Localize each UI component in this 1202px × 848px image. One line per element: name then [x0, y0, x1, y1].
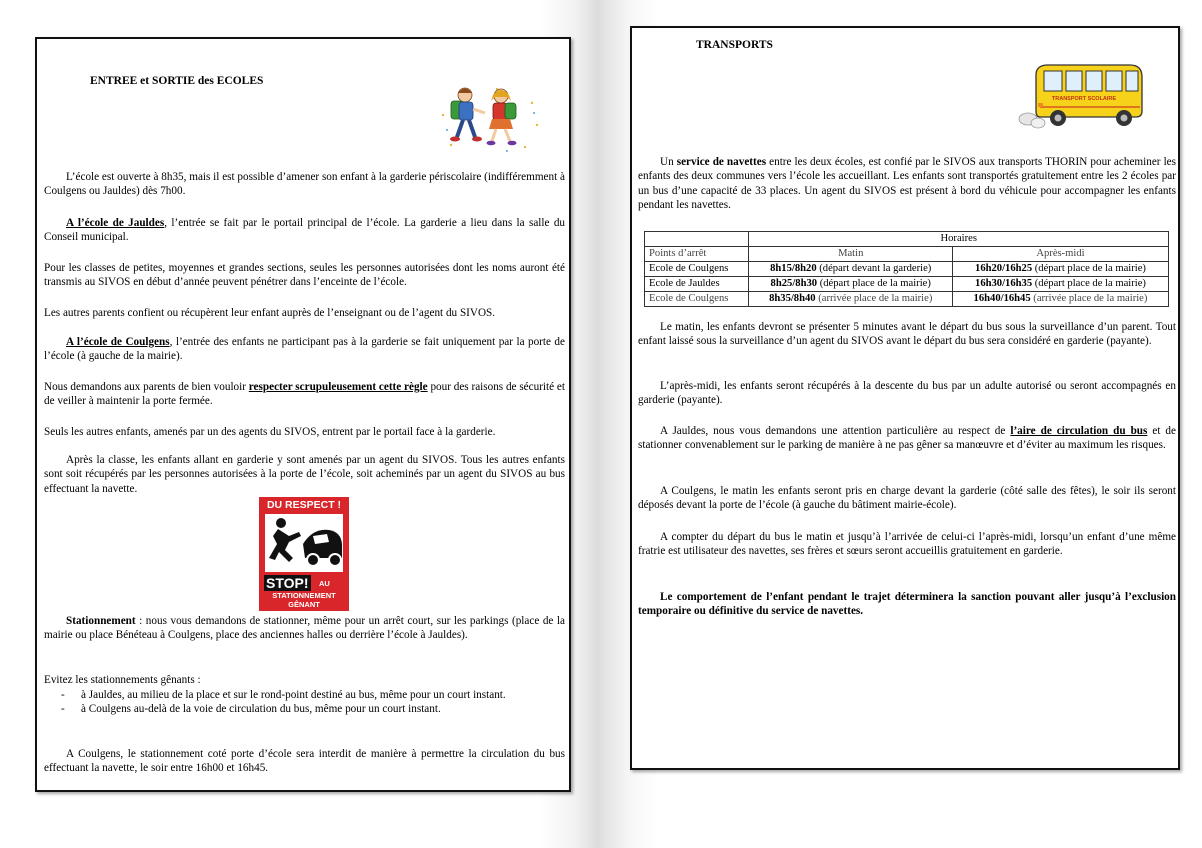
column-header: Après-midi: [952, 247, 1168, 262]
pm-time: 16h30/16h35: [975, 278, 1033, 289]
right-page-title: TRANSPORTS: [696, 39, 773, 51]
jauldes-bus-text-b: et de stationner convenablement sur le parking de manière à ne pas gêner sa manœuvre et d’éviter au maximum les risques.: [638, 425, 1176, 452]
pm-note: (départ place de la mairie): [1032, 278, 1146, 289]
rule-emphasis: respecter scrupuleusement cette règle: [248, 381, 428, 393]
table-cell: [952, 292, 1168, 307]
table-header: Horaires: [749, 232, 1169, 247]
sign-stop-text: STOP!: [266, 575, 309, 591]
table-cell: [952, 262, 1168, 277]
left-page: [35, 37, 571, 792]
table-corner-cell: [645, 232, 749, 247]
sign-bottom-text: [259, 591, 349, 609]
school-bus-illustration: [1018, 61, 1146, 131]
after-class-paragraph: Après la classe, les enfants allant en garderie y sont amenés par un agent du SIVOS. Tous les autres enfants sont soit récupérés par les personnes autorisées à la porte de l’école, soit acheminés par un agent du SIVOS au bus effectuant la navette.: [44, 454, 565, 495]
column-header: Points d’arrêt: [645, 247, 749, 262]
table-cell: [749, 277, 953, 292]
coulgens-heading: A l’école de Coulgens: [66, 336, 170, 348]
table-row: [645, 262, 1169, 277]
table-row: [645, 277, 1169, 292]
pm-note: (arrivée place de la mairie): [1030, 293, 1148, 304]
coulgens-entry-text: , l’entrée des enfants ne participant pas à la garderie se fait uniquement par la porte de l’école (à gauche de la mairie).: [44, 336, 565, 363]
am-time: 8h35/8h40: [769, 293, 816, 304]
avoid-parking-list: [44, 688, 565, 717]
parking-heading: Stationnement: [66, 615, 136, 627]
jauldes-bus-paragraph: [638, 424, 1176, 453]
other-children-paragraph: Seuls les autres enfants, amenés par un des agents du SIVOS, entrent par le portail face à la garderie.: [44, 426, 496, 438]
siblings-paragraph: A compter du départ du bus le matin et jusqu’à l’arrivée de celui-ci l’après-midi, lorsqu’un enfant d’une même fratrie est utilisateur des navettes, ses frères et sœurs seront accueillis gratuitement en garderie.: [638, 531, 1176, 558]
afternoon-paragraph: L’après-midi, les enfants seront récupérés à la descente du bus par un adulte autorisé ou seront accompagnés en garderie (payante).: [638, 380, 1176, 407]
coulgens-parking-paragraph: A Coulgens, le stationnement coté porte d’école sera interdit de manière à permettre la circulation du bus effectuant la navette, le soir entre 16h00 et 16h45.: [44, 748, 565, 775]
sign-au-text: AU: [319, 579, 330, 588]
rule-paragraph: [44, 380, 565, 409]
table-cell: Ecole de Coulgens: [645, 262, 749, 277]
shuttle-text-a: Un: [660, 156, 677, 168]
intro-paragraph: L’école est ouverte à 8h35, mais il est possible d’amener son enfant à la garderie périscolaire (indifféremment à Coulgens ou Jauldes) dès 7h00.: [44, 171, 565, 198]
coulgens-bus-paragraph: A Coulgens, le matin les enfants seront pris en charge devant la garderie (côté salle des fêtes), le soir ils seront déposés devant la porte de l’école (à gauche du bâtiment mairie-école).: [638, 485, 1176, 512]
pm-time: 16h40/16h45: [973, 293, 1031, 304]
jauldes-entry-text: , l’entrée se fait par le portail principal de l’école. La garderie a lieu dans la salle du Conseil municipal.: [44, 217, 566, 244]
table-row: [645, 292, 1169, 307]
coulgens-entry-paragraph: [44, 335, 565, 364]
list-item: - à Jauldes, au milieu de la place et sur le rond-point destiné au bus, même pour un court instant.: [44, 688, 565, 702]
jauldes-bus-emphasis: l’aire de circulation du bus: [1010, 425, 1148, 437]
sign-pictogram: [265, 514, 343, 572]
rule-text-b: pour des raisons de sécurité et de veiller à maintenir la porte fermée.: [44, 381, 565, 408]
table-cell: Ecole de Coulgens: [645, 292, 749, 307]
avoid-parking-intro: Evitez les stationnements gênants :: [44, 674, 201, 686]
am-note: (arrivée place de la mairie): [815, 293, 933, 304]
table-cell: [749, 292, 953, 307]
am-time: 8h15/8h20: [770, 263, 817, 274]
jauldes-heading: A l’école de Jauldes: [66, 217, 165, 229]
shuttle-emphasis: service de navettes: [676, 156, 767, 168]
rule-text-a: Nous demandons aux parents de bien vouloir: [44, 381, 249, 393]
morning-paragraph: Le matin, les enfants devront se présenter 5 minutes avant le départ du bus sous la surveillance d’un parent. Tout enfant laissé sous la surveillance d’un agent du SIVOS avant le départ du bus sera considéré en garderie (payante).: [638, 321, 1176, 348]
bus-side-label: TRANSPORT SCOLAIRE: [1051, 96, 1117, 102]
sign-line-1: STATIONNEMENT: [272, 591, 336, 600]
other-parents-paragraph: Les autres parents confient ou récupèrent leur enfant auprès de l’enseignant ou de l’agent du SIVOS.: [44, 307, 496, 319]
table-column-headers: [645, 247, 1169, 262]
pm-time: 16h20/16h25: [975, 263, 1033, 274]
shuttle-text-b: entre les deux écoles, est confié par le SIVOS aux transports THORIN pour acheminer les enfants des deux communes vers l’école les accueillant. Les enfants sont transportés gratuitement entre les 2 écoles par un bus d’une capacité de 33 places. Un agent du SIVOS est présent à bord du véhicule pour accompagner les enfants pendant les navettes.: [638, 156, 1176, 211]
table-cell: Ecole de Jauldes: [645, 277, 749, 292]
pedestrian-car-icon: [265, 514, 343, 572]
sign-line-2: GÊNANT: [288, 600, 320, 609]
sign-top-text: DU RESPECT !: [266, 499, 342, 511]
table-cell: [749, 262, 953, 277]
schoolchildren-illustration: [437, 85, 542, 155]
parking-paragraph: [44, 614, 565, 643]
column-header: Matin: [749, 247, 953, 262]
jauldes-bus-text-a: A Jauldes, nous vous demandons une attention particulière au respect de: [660, 425, 1011, 437]
parking-text: : nous vous demandons de stationner, même pour un arrêt court, sur les parkings (place de la mairie ou place Bénéteau à Coulgens, place des anciennes halles ou derrière l’école à Jauldes).: [44, 615, 565, 642]
am-note: (départ devant la garderie): [816, 263, 932, 274]
behaviour-paragraph: Le comportement de l’enfant pendant le trajet déterminera la sanction pouvant aller jusqu’à l’exclusion temporaire ou définitive du service de navettes.: [638, 591, 1176, 618]
small-sections-paragraph: Pour les classes de petites, moyennes et grandes sections, seules les personnes autorisées dont les noms auront été transmis au SIVOS en début d’année peuvent pénétrer dans l’enceinte de l’école.: [44, 262, 565, 289]
right-page: [630, 26, 1180, 770]
am-time: 8h25/8h30: [770, 278, 818, 289]
left-page-title: ENTREE et SORTIE des ECOLES: [90, 75, 264, 87]
table-cell: [952, 277, 1168, 292]
shuttle-intro-paragraph: [638, 155, 1176, 212]
list-item: - à Coulgens au-delà de la voie de circulation du bus, même pour un court instant.: [44, 702, 565, 716]
schedule-table: [644, 231, 1169, 307]
jauldes-entry-paragraph: [44, 216, 565, 245]
am-note: (départ place de la mairie): [817, 278, 931, 289]
table-header-row: [645, 232, 1169, 247]
pm-note: (départ place de la mairie): [1032, 263, 1146, 274]
parking-warning-sign: [259, 497, 349, 611]
